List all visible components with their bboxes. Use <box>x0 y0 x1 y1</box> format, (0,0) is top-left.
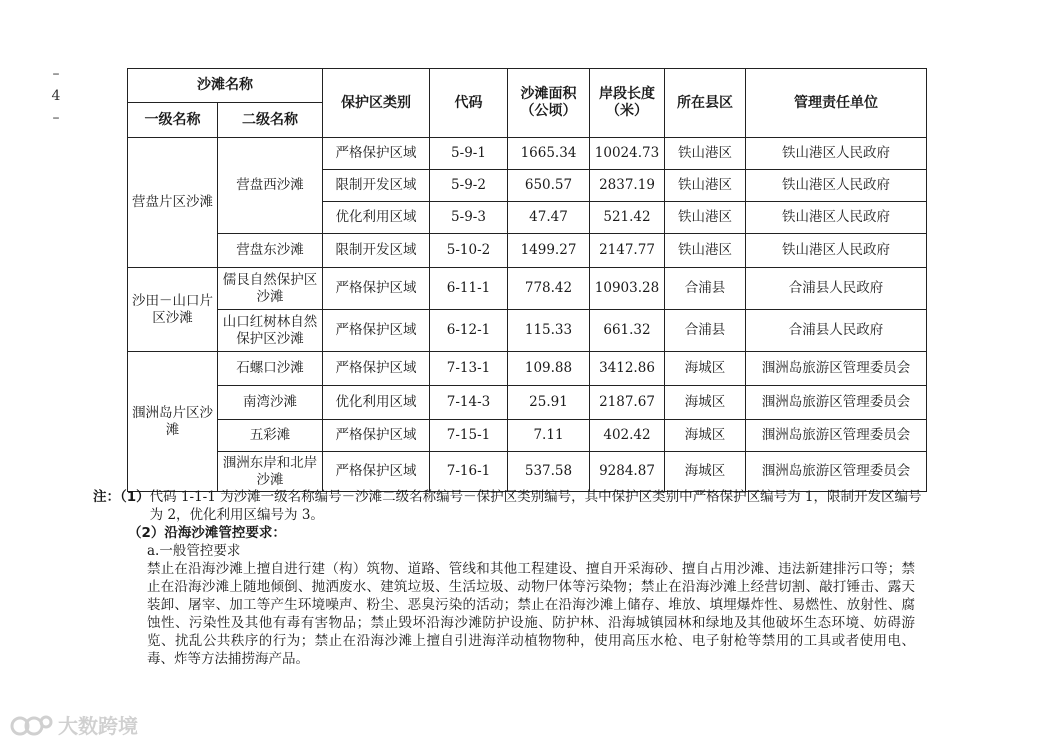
length-cell: 2837.19 <box>590 170 665 202</box>
level2-name-cell: 涠洲东岸和北岸沙滩 <box>218 452 323 492</box>
level1-name-cell: 沙田－山口片区沙滩 <box>128 268 218 352</box>
code-cell: 5-9-1 <box>430 138 508 170</box>
length-cell: 402.42 <box>590 420 665 452</box>
code-cell: 5-9-2 <box>430 170 508 202</box>
table-row <box>128 310 927 352</box>
area-cell: 1665.34 <box>508 138 590 170</box>
county-cell: 铁山港区 <box>665 138 746 170</box>
unit-cell: 合浦县人民政府 <box>746 268 927 310</box>
unit-cell: 涠洲岛旅游区管理委员会 <box>746 386 927 420</box>
header-unit: 管理责任单位 <box>746 69 927 138</box>
table-row <box>128 138 927 170</box>
area-cell: 115.33 <box>508 310 590 352</box>
length-cell: 521.42 <box>590 202 665 234</box>
header-sand-name: 沙滩名称 <box>128 69 323 103</box>
table-body <box>128 138 927 492</box>
category-cell: 严格保护区域 <box>323 268 430 310</box>
unit-cell: 涠洲岛旅游区管理委员会 <box>746 352 927 386</box>
length-cell: 3412.86 <box>590 352 665 386</box>
level1-name-cell: 涠洲岛片区沙滩 <box>128 352 218 492</box>
length-cell: 2187.67 <box>590 386 665 420</box>
watermark <box>10 710 138 739</box>
watermark-text: 大数跨境 <box>58 714 138 738</box>
code-cell: 7-14-3 <box>430 386 508 420</box>
code-cell: 6-11-1 <box>430 268 508 310</box>
header-county: 所在县区 <box>665 69 746 138</box>
county-cell: 铁山港区 <box>665 202 746 234</box>
level2-name-cell: 南湾沙滩 <box>218 386 323 420</box>
area-cell: 109.88 <box>508 352 590 386</box>
code-cell: 5-10-2 <box>430 234 508 268</box>
code-cell: 6-12-1 <box>430 310 508 352</box>
category-cell: 严格保护区域 <box>323 420 430 452</box>
table-row <box>128 386 927 420</box>
area-cell: 1499.27 <box>508 234 590 268</box>
level2-name-cell: 营盘西沙滩 <box>218 138 323 234</box>
note-label: 注：（1） <box>93 489 150 505</box>
note-2-title: （2）沿海沙滩管控要求： <box>128 525 286 541</box>
unit-cell: 铁山港区人民政府 <box>746 170 927 202</box>
category-cell: 优化利用区域 <box>323 386 430 420</box>
header-code: 代码 <box>430 69 508 138</box>
table-row <box>128 452 927 492</box>
sand-beach-table <box>127 68 927 492</box>
unit-cell: 涠洲岛旅游区管理委员会 <box>746 452 927 492</box>
county-cell: 合浦县 <box>665 268 746 310</box>
header-area: 沙滩面积（公顷） <box>508 69 590 138</box>
unit-cell: 铁山港区人民政府 <box>746 138 927 170</box>
length-cell: 10903.28 <box>590 268 665 310</box>
category-cell: 严格保护区域 <box>323 452 430 492</box>
level2-name-cell: 儒艮自然保护区沙滩 <box>218 268 323 310</box>
header-category: 保护区类别 <box>323 69 430 138</box>
code-cell: 7-13-1 <box>430 352 508 386</box>
county-cell: 海城区 <box>665 386 746 420</box>
area-cell: 47.47 <box>508 202 590 234</box>
category-cell: 限制开发区域 <box>323 170 430 202</box>
area-cell: 7.11 <box>508 420 590 452</box>
page-number: – 4 – <box>51 66 61 126</box>
table-row <box>128 234 927 268</box>
length-cell: 10024.73 <box>590 138 665 170</box>
level2-name-cell: 营盘东沙滩 <box>218 234 323 268</box>
header-level2: 二级名称 <box>218 103 323 138</box>
notes-section <box>93 488 933 668</box>
watermark-logo-icon <box>10 712 54 738</box>
county-cell: 合浦县 <box>665 310 746 352</box>
county-cell: 海城区 <box>665 420 746 452</box>
county-cell: 铁山港区 <box>665 234 746 268</box>
unit-cell: 铁山港区人民政府 <box>746 202 927 234</box>
county-cell: 海城区 <box>665 452 746 492</box>
unit-cell: 合浦县人民政府 <box>746 310 927 352</box>
code-cell: 7-16-1 <box>430 452 508 492</box>
level2-name-cell: 山口红树林自然保护区沙滩 <box>218 310 323 352</box>
county-cell: 铁山港区 <box>665 170 746 202</box>
code-cell: 7-15-1 <box>430 420 508 452</box>
category-cell: 严格保护区域 <box>323 310 430 352</box>
level2-name-cell: 五彩滩 <box>218 420 323 452</box>
code-cell: 5-9-3 <box>430 202 508 234</box>
header-length: 岸段长度（米） <box>590 69 665 138</box>
area-cell: 25.91 <box>508 386 590 420</box>
unit-cell: 涠洲岛旅游区管理委员会 <box>746 420 927 452</box>
length-cell: 661.32 <box>590 310 665 352</box>
area-cell: 778.42 <box>508 268 590 310</box>
county-cell: 海城区 <box>665 352 746 386</box>
category-cell: 优化利用区域 <box>323 202 430 234</box>
header-level1: 一级名称 <box>128 103 218 138</box>
note-1 <box>93 488 933 524</box>
length-cell: 2147.77 <box>590 234 665 268</box>
area-cell: 537.58 <box>508 452 590 492</box>
area-cell: 650.57 <box>508 170 590 202</box>
general-requirements-heading: a.一般管控要求 <box>147 543 241 559</box>
category-cell: 限制开发区域 <box>323 234 430 268</box>
category-cell: 严格保护区域 <box>323 138 430 170</box>
length-cell: 9284.87 <box>590 452 665 492</box>
note-1-text: 代码 1-1-1 为沙滩一级名称编号－沙滩二级名称编号－保护区类别编号，其中保护区类别中严格保护区编号为 1，限制开发区编号为 2，优化利用区编号为 3。 <box>149 489 922 523</box>
level1-name-cell: 营盘片区沙滩 <box>128 138 218 268</box>
unit-cell: 铁山港区人民政府 <box>746 234 927 268</box>
table-row <box>128 268 927 310</box>
category-cell: 严格保护区域 <box>323 352 430 386</box>
table-row <box>128 352 927 386</box>
general-requirements-text: 禁止在沿海沙滩上擅自进行建（构）筑物、道路、管线和其他工程建设、擅自开采海砂、擅自占用沙滩、违法新建排污口等；禁止在沿海沙滩上随地倾倒、抛洒废水、建筑垃圾、生活垃圾、动物尸体等污染物；禁止在沿海沙滩上经营切割、敲打锤击、露天装卸、屠宰、加工等产生环境噪声、粉尘、恶臭污染的活动；禁止在沿海沙滩上储存、堆放、填埋爆炸性、易燃性、放射性、腐蚀性、污染性及其他有毒有害物品；禁止毁坏沿海沙滩防护设施、防护林、沿海城镇园林和绿地及其他破坏生态环境、妨碍游览、扰乱公共秩序的行为；禁止在沿海沙滩上擅自引进海洋动植物物种，使用高压水枪、电子射枪等禁用的工具或者使用电、毒、炸等方法捕捞海产品。 <box>147 561 915 667</box>
level2-name-cell: 石螺口沙滩 <box>218 352 323 386</box>
table-row <box>128 420 927 452</box>
